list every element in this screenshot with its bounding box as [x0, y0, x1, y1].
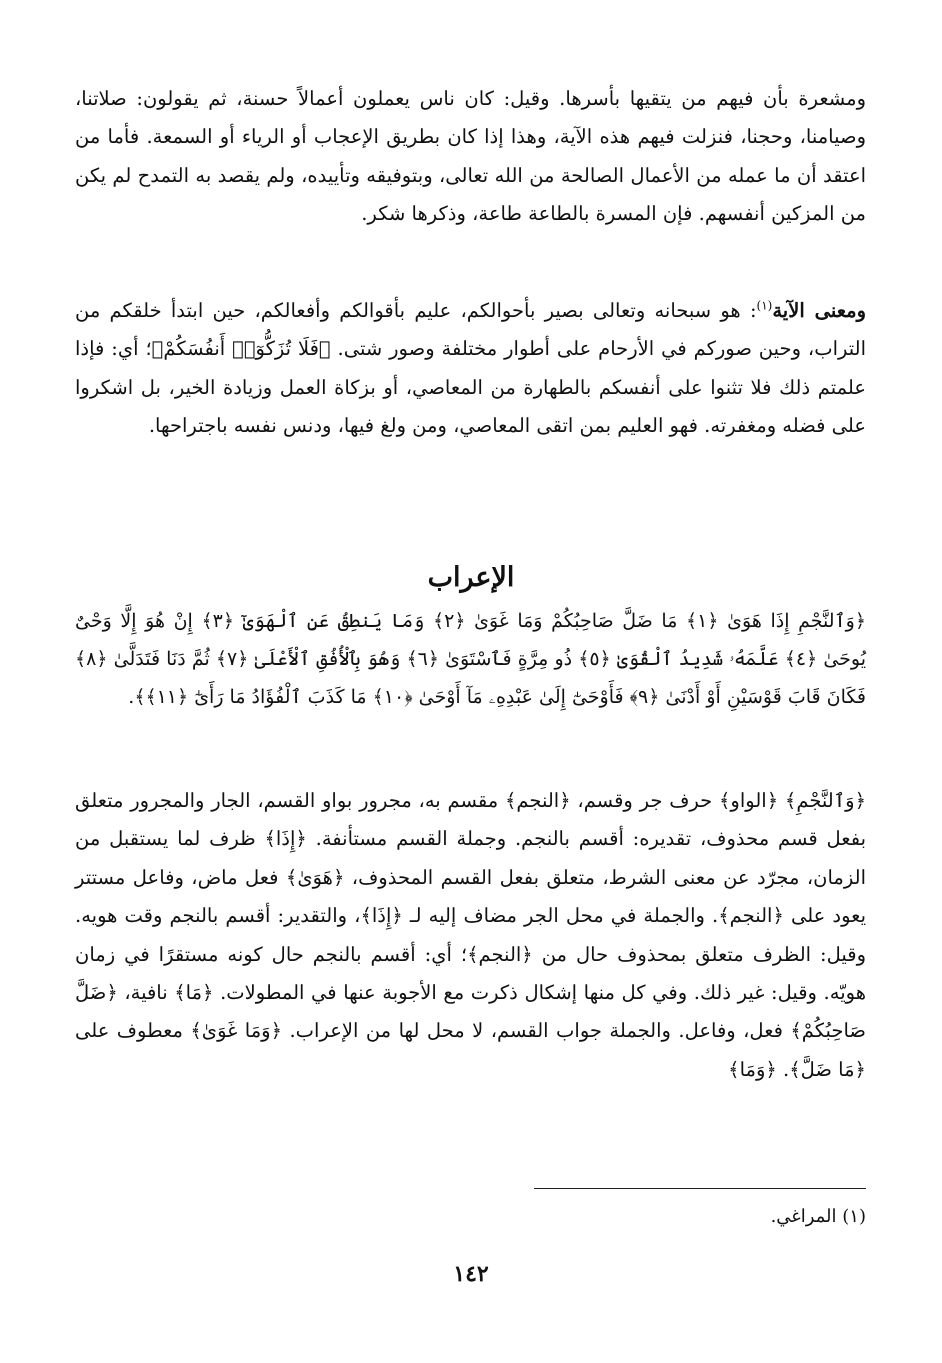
footnote: (١) المراغي.: [770, 1206, 866, 1227]
section-heading: الإعراب: [427, 562, 515, 593]
footnote-separator: [534, 1188, 866, 1189]
body-paragraph-2: [75, 292, 866, 446]
footnote-reference: (١): [756, 298, 773, 313]
paragraph-lead: ومعنى الآية: [772, 299, 866, 322]
body-paragraph-3: ﴿وَٱلنَّجْمِ﴾ ﴿الواو﴾ حرف جر وقسم، ﴿النجم﴾ مقسم به، مجرور بواو القسم، الجار والمجرور متعلق بفعل قسم محذوف، تقديره: أقسم بالنجم. وجملة القسم مستأنفة. ﴿إِذَا﴾ ظرف لما يستقبل من الزمان، مجرّد عن معنى الشرط، متعلق بفعل القسم المحذوف، ﴿هَوَىٰ﴾ فعل ماض، وفاعل مستتر يعود على ﴿النجم﴾. والجملة في محل الجر مضاف إليه لـ ﴿إِذَا﴾، والتقدير: أقسم بالنجم وقت هويه. وقيل: الظرف متعلق بمحذوف حال من ﴿النجم﴾؛ أي: أقسم بالنجم حال كونه مستقرًا في زمان هويّه. وقيل: غير ذلك. وفي كل منها إشكال ذكرت مع الأجوبة عنها في المطولات. ﴿مَا﴾ نافية، ﴿ضَلَّ صَاحِبُكُمْ﴾ فعل، وفاعل. والجملة جواب القسم، لا محل لها من الإعراب. ﴿وَمَا غَوَىٰ﴾ معطوف على ﴿مَا ضَلَّ﴾. ﴿وَمَا﴾: [75, 789, 866, 1081]
page-number: ١٤٢: [453, 1261, 489, 1287]
body-paragraph-1: ومشعرة بأن فيهم من يتقيها بأسرها. وقيل: كان ناس يعملون أعمالاً حسنة، ثم يقولون: صلاتنا، وصيامنا، وحجنا، فنزلت فيهم هذه الآية، وهذا إذا كان بطريق الإعجاب أو الرياء أو السمعة. فأما من اعتقد أن ما عمله من الأعمال الصالحة من الله تعالى، وبتوفيقه وتأييده، ولم يقصد به التمدح لم يكن من المزكين أنفسهم. فإن المسرة بالطاعة طاعة، وذكرها شكر.: [75, 87, 866, 226]
quran-verses: ﴿وَٱلنَّجْمِ إِذَا هَوَىٰ ﴿١﴾ مَا ضَلَّ صَاحِبُكُمْ وَمَا غَوَىٰ ﴿٢﴾ وَمَا يَنطِقُ عَنِ ٱلْهَوَىٰٓ ﴿٣﴾ إِنْ هُوَ إِلَّا وَحْىٌ يُوحَىٰ ﴿٤﴾ عَلَّمَهُۥ شَدِيدُ ٱلْقُوَىٰ ﴿٥﴾ ذُو مِرَّةٍ فَٱسْتَوَىٰ ﴿٦﴾ وَهُوَ بِٱلْأُفُقِ ٱلْأَعْلَىٰ ﴿٧﴾ ثُمَّ دَنَا فَتَدَلَّىٰ ﴿٨﴾ فَكَانَ قَابَ قَوْسَيْنِ أَوْ أَدْنَىٰ ﴿٩﴾ فَأَوْحَىٰٓ إِلَىٰ عَبْدِهِۦ مَآ أَوْحَىٰ ﴿١٠﴾ مَا كَذَبَ ٱلْفُؤَادُ مَا رَأَىٰٓ ﴿١١﴾﴾.: [75, 610, 867, 708]
paragraph-text: : هو سبحانه وتعالى بصير بأحوالكم، عليم بأقوالكم وأفعالكم، حين ابتدأ خلقكم من التراب، وحين صوركم في الأرحام على أطوار مختلفة وصور شتى. ﴿فَلَا تُزَكُّوٓا۟ أَنفُسَكُمْ﴾؛ أي: فإذا علمتم ذلك فلا تثنوا على أنفسكم بالطهارة من المعاصي، أو بزكاة العمل وزيادة الخير، بل اشكروا على فضله ومغفرته. فهو العليم بمن اتقى المعاصي، ومن ولغ فيها، ودنس نفسه باجتراحها.: [75, 299, 866, 438]
